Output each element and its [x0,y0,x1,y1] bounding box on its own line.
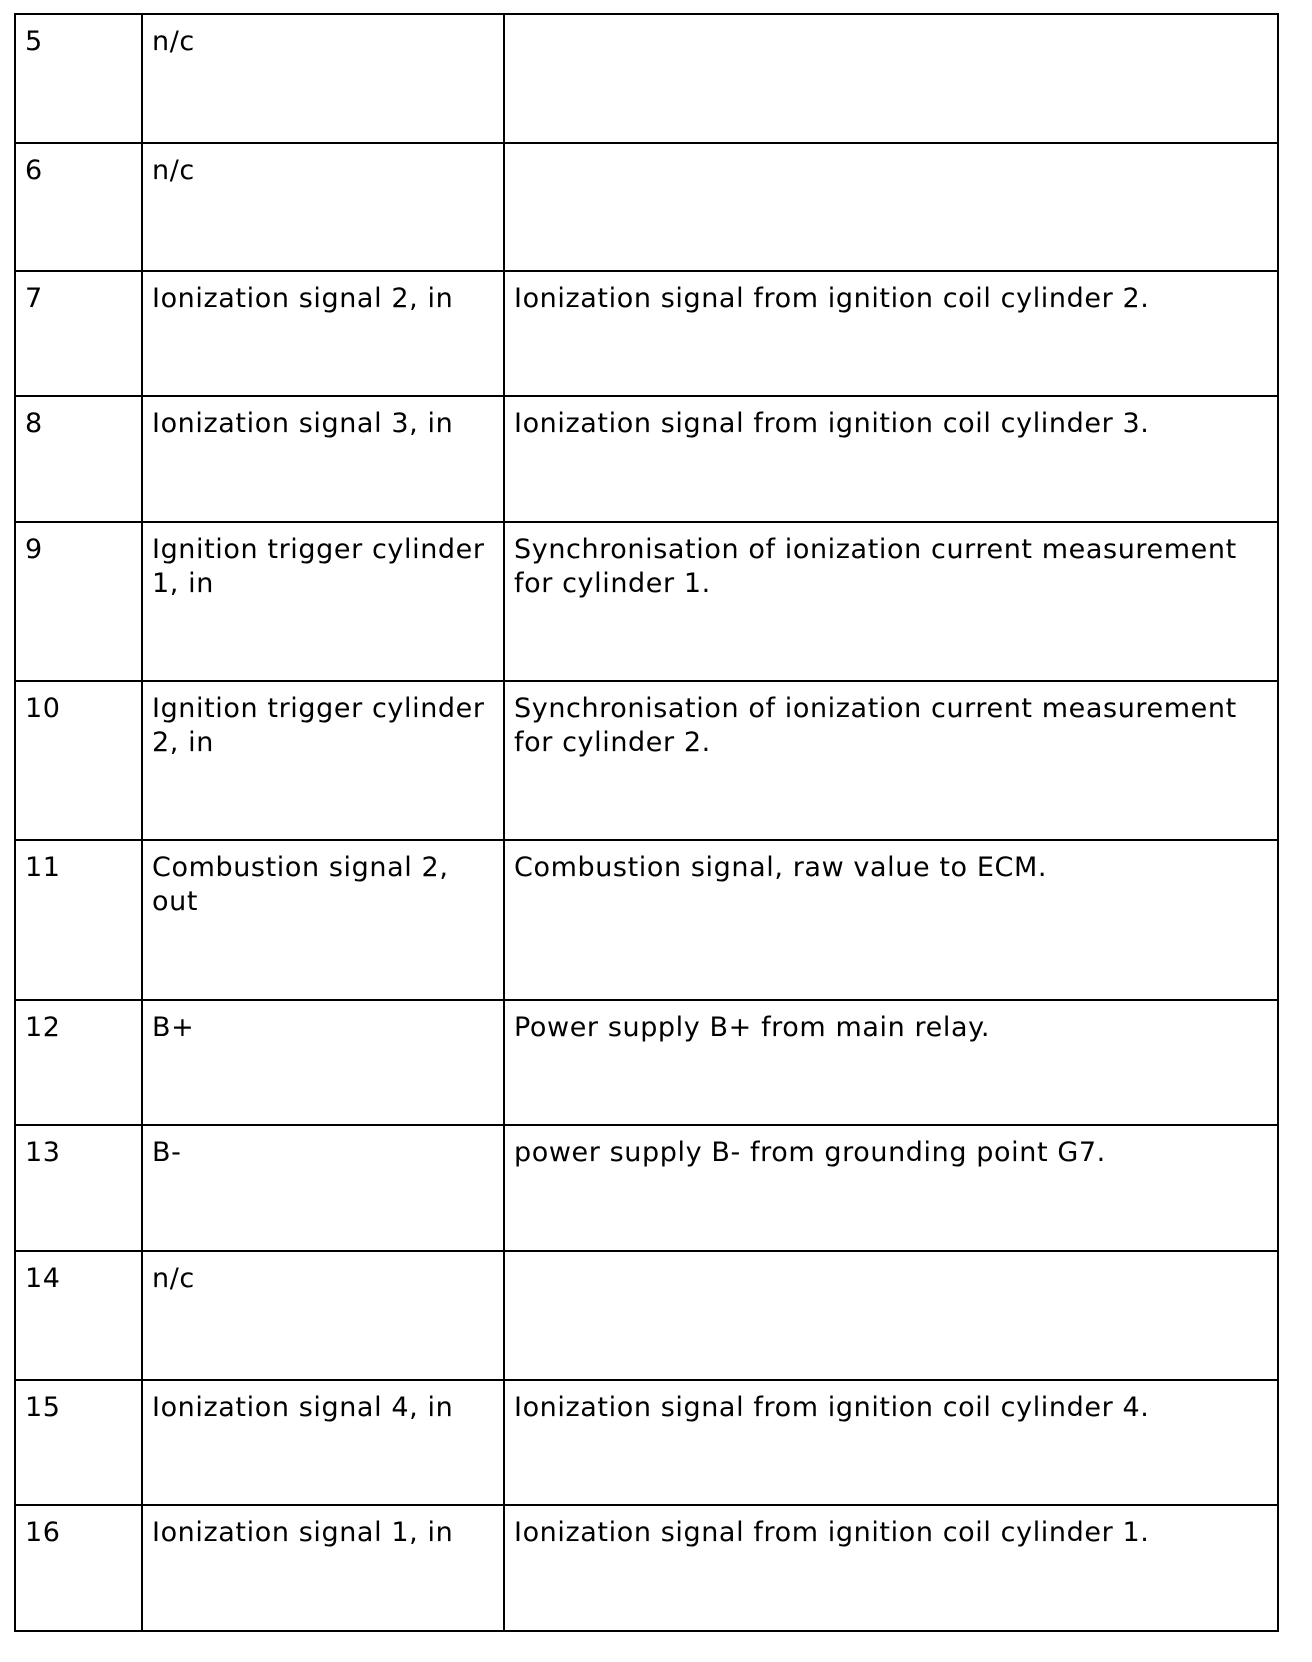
description-cell: Ionization signal from ignition coil cylinder 4. [504,1380,1278,1505]
pin-number-cell: 16 [15,1505,142,1631]
pin-number-cell: 14 [15,1251,142,1380]
signal-name-cell: n/c [142,14,504,143]
signal-name-cell: n/c [142,1251,504,1380]
signal-name-cell: Ignition trigger cylinder 2, in [142,681,504,840]
table-row [15,143,1278,271]
description-cell: Combustion signal, raw value to ECM. [504,840,1278,1000]
pin-number-cell: 11 [15,840,142,1000]
description-cell: Ionization signal from ignition coil cylinder 3. [504,396,1278,522]
description-cell [504,143,1278,271]
description-cell: Ionization signal from ignition coil cylinder 1. [504,1505,1278,1631]
signal-name-cell: Ignition trigger cylinder 1, in [142,522,504,681]
table-row [15,14,1278,143]
table-row [15,840,1278,1000]
table-row [15,396,1278,522]
pin-number-cell: 12 [15,1000,142,1125]
pin-number-cell: 8 [15,396,142,522]
pin-number-cell: 7 [15,271,142,396]
table-row [15,522,1278,681]
description-cell: Power supply B+ from main relay. [504,1000,1278,1125]
signal-name-cell: Ionization signal 1, in [142,1505,504,1631]
pin-number-cell: 6 [15,143,142,271]
description-cell [504,1251,1278,1380]
description-cell: power supply B- from grounding point G7. [504,1125,1278,1251]
table-row [15,1380,1278,1505]
pin-number-cell: 10 [15,681,142,840]
signal-name-cell: Ionization signal 4, in [142,1380,504,1505]
signal-name-cell: Ionization signal 2, in [142,271,504,396]
description-cell: Synchronisation of ionization current measurement for cylinder 1. [504,522,1278,681]
signal-name-cell: B- [142,1125,504,1251]
description-cell: Synchronisation of ionization current measurement for cylinder 2. [504,681,1278,840]
description-cell: Ionization signal from ignition coil cylinder 2. [504,271,1278,396]
pin-number-cell: 13 [15,1125,142,1251]
table-row [15,681,1278,840]
signal-name-cell: B+ [142,1000,504,1125]
description-cell [504,14,1278,143]
table-row [15,1125,1278,1251]
signal-name-cell: n/c [142,143,504,271]
pin-number-cell: 9 [15,522,142,681]
signal-name-cell: Ionization signal 3, in [142,396,504,522]
table-row [15,1000,1278,1125]
table-row [15,1505,1278,1631]
signal-name-cell: Combustion signal 2, out [142,840,504,1000]
pin-number-cell: 5 [15,14,142,143]
table-row [15,271,1278,396]
pin-assignment-table [14,13,1279,1632]
table-row [15,1251,1278,1380]
pin-number-cell: 15 [15,1380,142,1505]
